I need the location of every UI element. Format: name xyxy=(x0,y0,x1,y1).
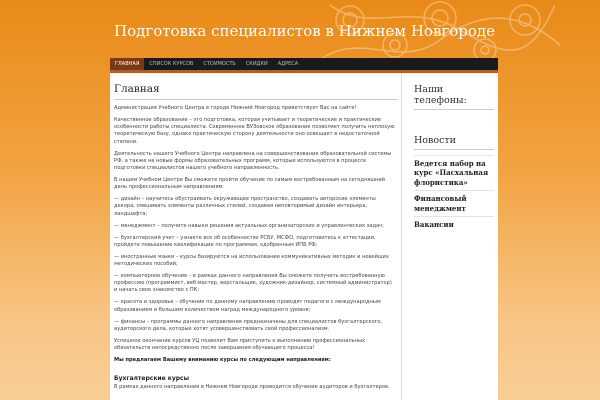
nav-item-courses[interactable]: СПИСОК КУРСОВ xyxy=(149,61,194,67)
news-item-vacancies[interactable]: Вакансии xyxy=(414,216,494,232)
paragraph: — дизайн – научитесь обустраивать окружающее пространство, создавать авторские элементы декора, смешивать элементы различных стилей, создавая неповторимый дизайн интерьера, ландшафта; xyxy=(114,196,376,217)
news-title: Новости xyxy=(414,135,456,146)
paragraph: — менеджмент – получите навыки решения актуальных организаторских и управленческих задач; xyxy=(114,222,384,229)
paragraph: Качественное образование – это подготовка, которая учитывает и теоретические и практические особенности работы специалиста. Современное ВУЗовское образование позволяет получить неплохую теоретическую базу, однако практическую сторону деятельности оно освещает в недостаточной степени. xyxy=(114,117,395,145)
main-navigation xyxy=(110,58,498,70)
courses-offer: Мы предлагаем Вашему вниманию курсы по следующим направлениям: xyxy=(114,357,331,364)
sidebar xyxy=(408,73,498,400)
paragraph: Успешное окончание курсов УЦ позволит Вам приступить к выполнению профессиональных обязательств непосредственно после завершения обучающего процесса! xyxy=(114,337,366,352)
content-area xyxy=(110,73,498,400)
paragraph: В нашем Учебном Центре Вы сможете пройти обучение по самым востребованным на сегодняшний день профессиональным направлениям: xyxy=(114,177,385,191)
sidebar-divider xyxy=(414,109,494,110)
news-item-financial-management[interactable]: Финансовый менеджмент xyxy=(414,190,494,216)
paragraph: — бухгалтерский учет – узнаете все об особенностях РСБУ, МСФО, подготовитесь к аттестации, пройдете повышение квалификации по программам, одобренным ИПБ РФ; xyxy=(114,234,376,248)
paragraph: — иностранные языки – курсы базируются на использовании коммуникативных методик и новейших методических пособий; xyxy=(114,253,389,268)
header xyxy=(0,0,600,58)
news-item-easter-floristry[interactable]: Ведется набор на курс «Пасхальная флористика» xyxy=(414,155,494,190)
nav-item-addresses[interactable]: АДРЕСА xyxy=(277,61,299,67)
nav-item-discounts[interactable]: СКИДКИ xyxy=(245,61,268,67)
title-divider xyxy=(114,99,398,100)
site-title[interactable]: Подготовка специалистов в Нижнем Новгороде xyxy=(114,22,496,40)
paragraph: Администрация Учебного Центра в городе Нижний Новгород приветствует Вас на сайте! xyxy=(114,105,357,111)
sidebar-divider xyxy=(414,149,494,150)
main-column xyxy=(110,73,402,400)
paragraph: Деятельность нашего Учебного Центра направлена на совершенствование образовательной системы РФ, а также на новые формы образовательных программ, которые используются в процессе подготовки специалистов нашего учебного направленность. xyxy=(114,150,392,172)
paragraph: — финансы – программы данного направления предназначены для специалистов бухгалтерского, аудиторского дела, которые хотят усовершенствовать свой профессионализм. xyxy=(114,318,383,332)
nav-item-price[interactable]: СТОИМОСТЬ xyxy=(203,61,236,67)
paragraph: — компьютерное обучение – в рамках данного направления Вы сможете получить востребованную профессию (программист, веб-мастер, верстальщик, художник-дизайнер, системный администратор) и начать свое знакомство с ПК; xyxy=(114,273,392,294)
news-list xyxy=(414,155,494,232)
paragraph: — красота и здоровье – обучение по данному направлению проводят педагоги с международным образованием и большим количеством наград международного уровня; xyxy=(114,299,381,313)
nav-item-home[interactable]: ГЛАВНАЯ xyxy=(110,58,144,70)
page-title: Главная xyxy=(114,83,160,95)
phones-title: Наши телефоны: xyxy=(414,84,467,106)
section-text: В рамках данного направления в Нижнем Новгороде проводится обучение аудиторов и бухгалтеров. xyxy=(114,384,390,391)
section-heading: Бухгалтерские курсы xyxy=(114,375,190,383)
